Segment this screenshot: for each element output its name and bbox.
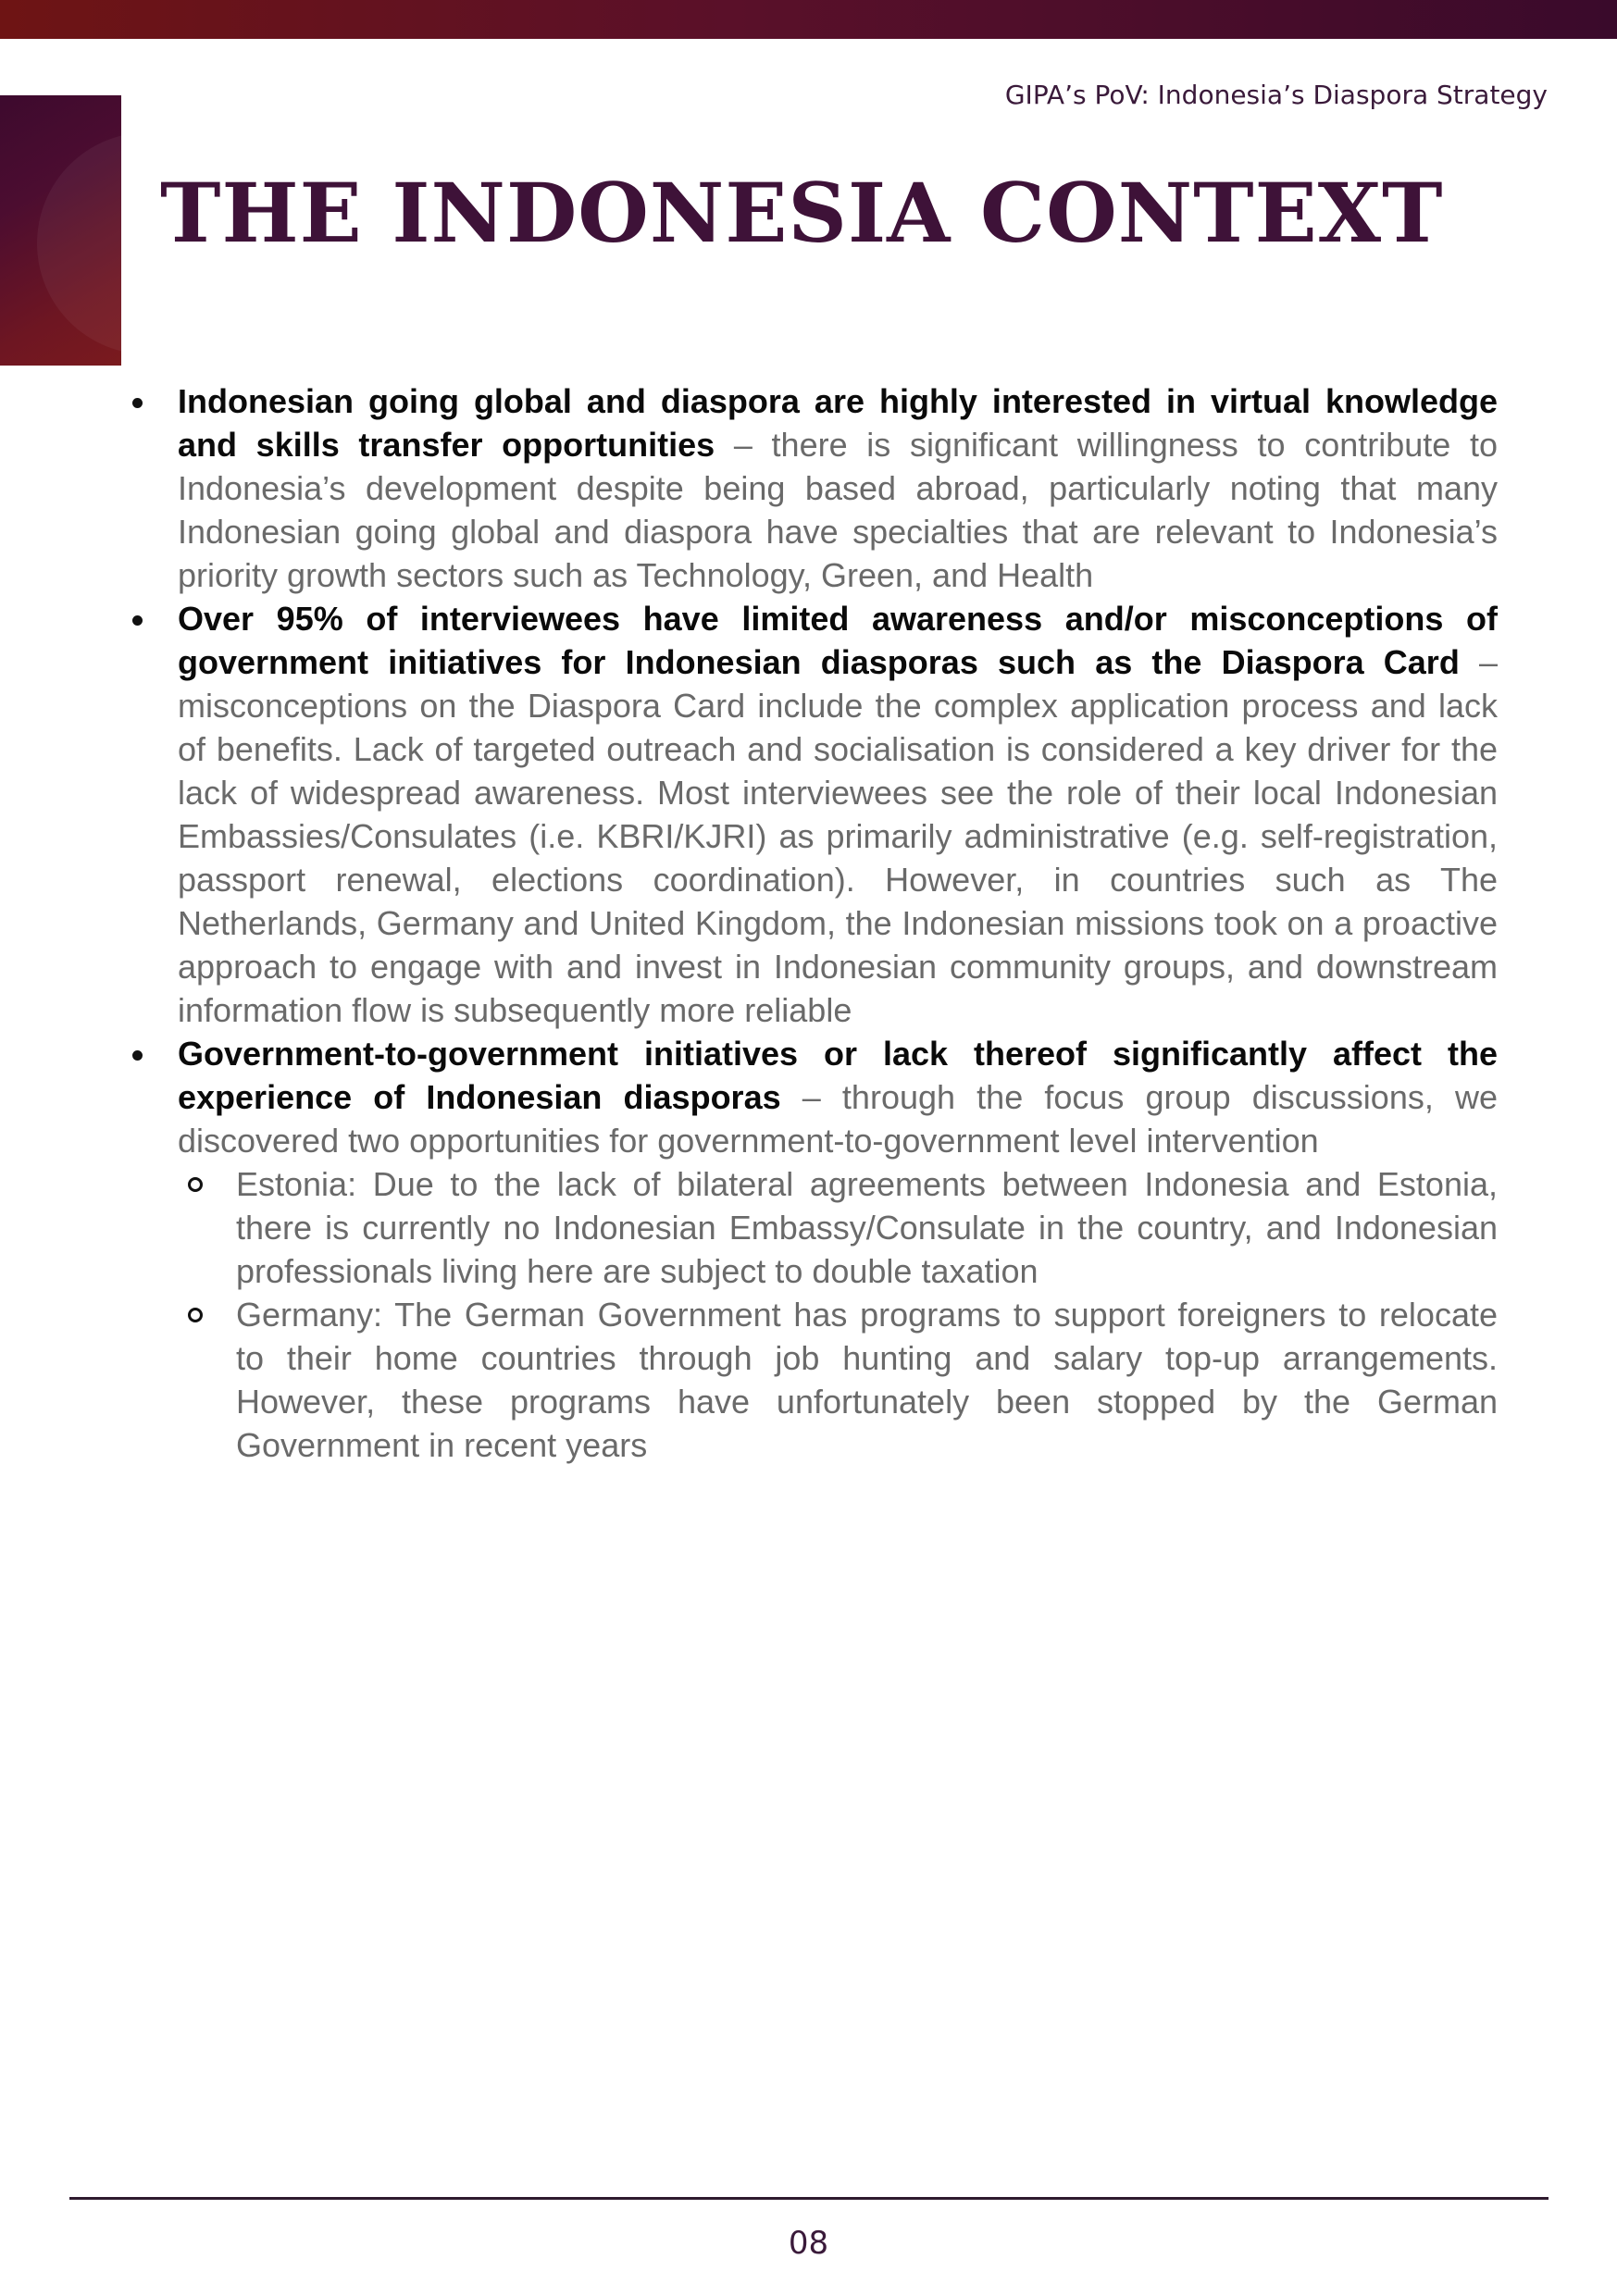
bullet-lead: Indonesian going global and diaspora are highly interested in virtual knowledge and skills transfer opportunities	[178, 382, 1498, 464]
bullet-body: – through the focus group discussions, we discovered two opportunities for government-to-government level intervention	[178, 1078, 1498, 1160]
running-header: GIPA’s PoV: Indonesia’s Diaspora Strategy	[1004, 80, 1548, 110]
footer-divider	[69, 2197, 1549, 2200]
bullet-lead: Government-to-government initiatives or lack thereof significantly affect the experience of Indonesian diasporas	[178, 1035, 1498, 1116]
bullet-item-awareness	[130, 597, 1498, 1032]
bullet-body: – misconceptions on the Diaspora Card include the complex application process and lack of benefits. Lack of targeted outreach and socialisation is considered a key driver for the lack of widespread awareness. Most interviewees see the role of their local Indonesian Embassies/Consulates (i.e. KBRI/KJRI) as primarily administrative (e.g. self-registration, passport renewal, elections coordination). However, in countries such as The Netherlands, Germany and United Kingdom, the Indonesian missions took on a proactive approach to engage with and invest in Indonesian community groups, and downstream information flow is subsequently more reliable	[178, 643, 1498, 1029]
sub-bullet-list	[178, 1162, 1498, 1467]
page-number: 08	[788, 2225, 829, 2262]
top-accent-bar	[0, 0, 1617, 39]
sub-bullet-estonia: Estonia: Due to the lack of bilateral agreements between Indonesia and Estonia, there is currently no Indonesian Embassy/Consulate in the country, and Indonesian professionals living here are subject to double taxation	[178, 1162, 1498, 1293]
bullet-lead: Over 95% of interviewees have limited awareness and/or misconceptions of government initiatives for Indonesian diasporas such as the Diaspora Card	[178, 600, 1498, 681]
bullet-list	[130, 379, 1498, 1467]
page-title: THE INDONESIA CONTEXT	[160, 165, 1444, 261]
sub-bullet-germany: Germany: The German Government has programs to support foreigners to relocate to their home countries through job hunting and salary top-up arrangements. However, these programs have unfortunately been stopped by the German Government in recent years	[178, 1293, 1498, 1467]
bullet-item-virtual-knowledge	[130, 379, 1498, 597]
bullet-body: – there is significant willingness to contribute to Indonesia’s development despite being based abroad, particularly noting that many Indonesian going global and diaspora have specialties that are relevant to Indonesia’s priority growth sectors such as Technology, Green, and Health	[178, 426, 1498, 594]
main-content	[130, 379, 1498, 1467]
title-accent-block	[0, 95, 121, 366]
accent-arc-decoration	[37, 132, 121, 354]
bullet-item-g2g-initiatives	[130, 1032, 1498, 1467]
